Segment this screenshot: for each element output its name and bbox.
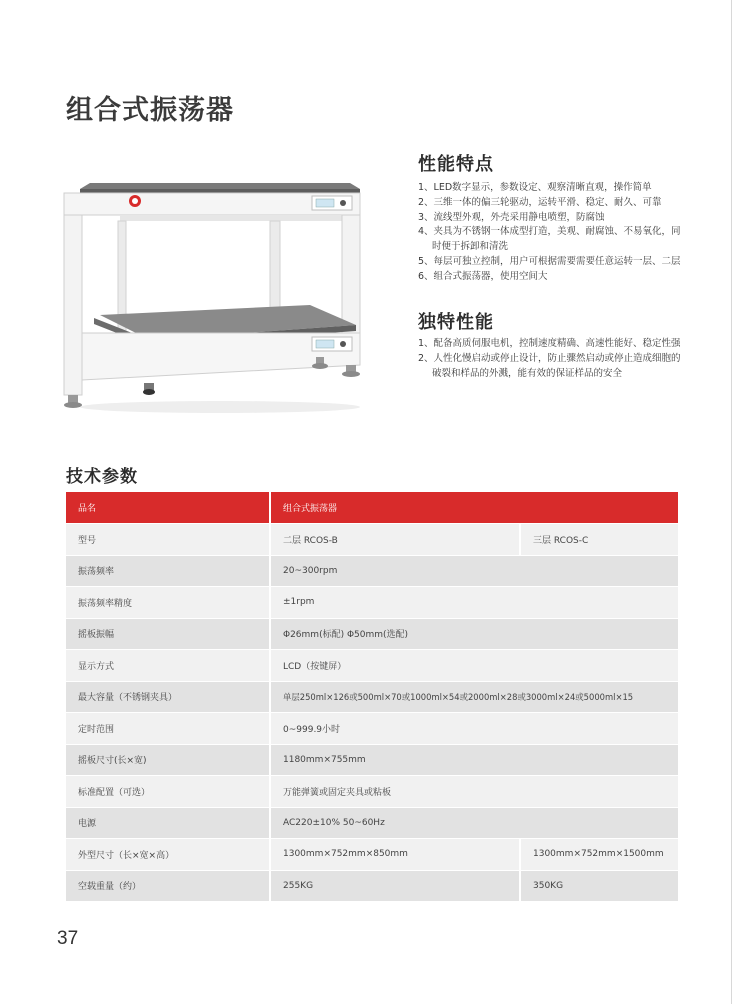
spec-label: 摇板振幅 bbox=[66, 618, 270, 650]
page-number: 37 bbox=[57, 928, 79, 949]
table-row bbox=[66, 555, 679, 587]
unique-heading: 独特性能 bbox=[418, 312, 494, 333]
list-item: 4、夹具为不锈钢一体成型打造，美观、耐腐蚀、不易氧化，同 bbox=[418, 226, 681, 238]
spec-label: 振荡频率 bbox=[66, 555, 270, 587]
spec-value: AC220±10% 50~60Hz bbox=[270, 807, 679, 839]
list-item: 5、每层可独立控制，用户可根据需要需要任意运转一层、二层 bbox=[418, 255, 681, 267]
list-item: 2、三维一体的偏三轮驱动，运转平滑、稳定、耐久、可靠 bbox=[418, 196, 662, 208]
spec-label: 电源 bbox=[66, 807, 270, 839]
spec-value: 万能弹簧或固定夹具或粘板 bbox=[270, 776, 679, 808]
spec-value: ±1rpm bbox=[270, 587, 679, 619]
table-row bbox=[66, 839, 679, 871]
spec-label: 标准配置（可选） bbox=[66, 776, 270, 808]
table-row bbox=[66, 650, 679, 682]
list-item: 破裂和样品的外溅，能有效的保证样品的安全 bbox=[432, 367, 623, 379]
spec-value: LCD（按键屏） bbox=[270, 650, 679, 682]
spec-label: 品名 bbox=[66, 492, 270, 524]
spec-value: 1300mm×752mm×850mm bbox=[270, 839, 520, 871]
list-item: 2、人性化慢启动或停止设计，防止骤然启动或停止造成细胞的 bbox=[418, 352, 681, 364]
spec-value: 255KG bbox=[270, 870, 520, 902]
params-heading: 技术参数 bbox=[66, 467, 138, 487]
table-row bbox=[66, 776, 679, 808]
table-row bbox=[66, 713, 679, 745]
page-edge-divider bbox=[731, 0, 732, 1004]
list-item: 时便于拆卸和清洗 bbox=[432, 241, 509, 253]
spec-value: Φ26mm(标配) Φ50mm(选配) bbox=[270, 618, 679, 650]
spec-label: 显示方式 bbox=[66, 650, 270, 682]
table-row bbox=[66, 587, 679, 619]
spec-label: 型号 bbox=[66, 524, 270, 556]
spec-value: 0~999.9小时 bbox=[270, 713, 679, 745]
list-item: 1、LED数字显示，参数设定、观察清晰直观，操作简单 bbox=[418, 182, 652, 193]
page-title: 组合式振荡器 bbox=[66, 95, 234, 126]
spec-table bbox=[66, 492, 680, 902]
table-row bbox=[66, 681, 679, 713]
spec-label: 振荡频率精度 bbox=[66, 587, 270, 619]
table-row bbox=[66, 618, 679, 650]
spec-value: 单层250ml×126或500ml×70或1000ml×54或2000ml×28或3000ml×24或5000ml×15 bbox=[270, 681, 679, 713]
list-item: 1、配备高质伺服电机，控制速度精确、高速性能好、稳定性强 bbox=[418, 338, 681, 349]
spec-label: 定时范围 bbox=[66, 713, 270, 745]
spec-value: 1180mm×755mm bbox=[270, 744, 679, 776]
spec-value: 组合式振荡器 bbox=[270, 492, 679, 524]
features-list bbox=[418, 181, 688, 285]
features-heading: 性能特点 bbox=[418, 154, 494, 175]
spec-label: 空载重量（约） bbox=[66, 870, 270, 902]
spec-label: 外型尺寸（长×宽×高） bbox=[66, 839, 270, 871]
spec-value: 二层 RCOS-B bbox=[270, 524, 520, 556]
spec-value: 1300mm×752mm×1500mm bbox=[520, 839, 679, 871]
spec-label: 最大容量（不锈钢夹具） bbox=[66, 681, 270, 713]
table-row bbox=[66, 870, 679, 902]
product-image bbox=[60, 175, 370, 420]
unique-list bbox=[418, 337, 688, 381]
table-row bbox=[66, 744, 679, 776]
table-row bbox=[66, 524, 679, 556]
list-item: 3、流线型外观，外壳采用静电喷塑，防腐蚀 bbox=[418, 211, 605, 223]
table-row bbox=[66, 492, 679, 524]
spec-value: 三层 RCOS-C bbox=[520, 524, 679, 556]
spec-value: 350KG bbox=[520, 870, 679, 902]
spec-value: 20~300rpm bbox=[270, 555, 679, 587]
spec-label: 摇板尺寸(长×宽) bbox=[66, 744, 270, 776]
table-row bbox=[66, 807, 679, 839]
list-item: 6、组合式振荡器，使用空间大 bbox=[418, 270, 548, 282]
